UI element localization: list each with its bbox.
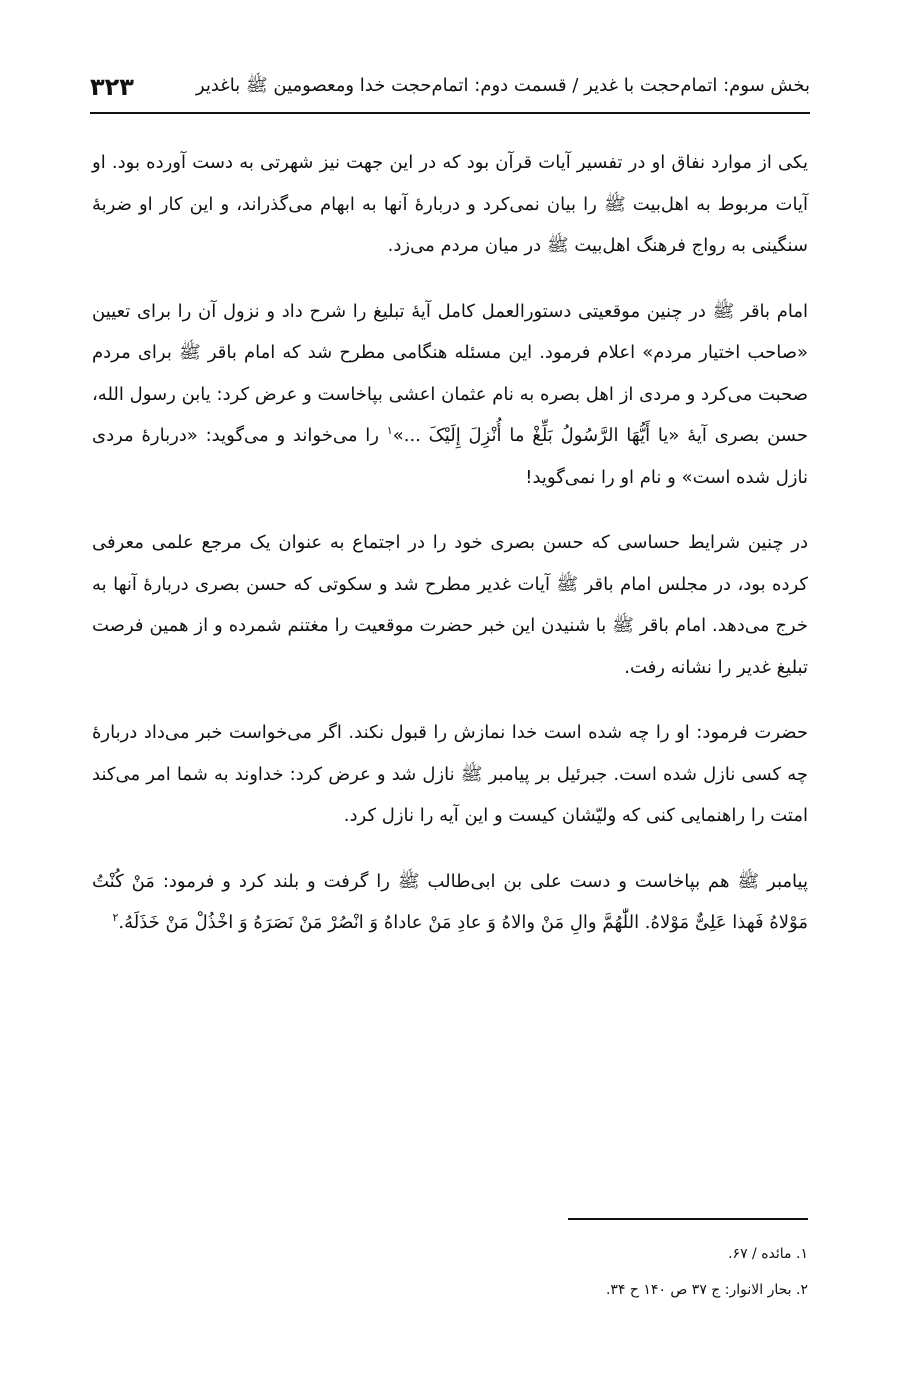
paragraph-4: حضرت فرمود: او را چه شده است خدا نمازش را قبول نکند. اگر می‌خواست خبر می‌داد دربارهٔ چه کسی نازل شده است. جبرئیل بر پیامبر ﷺ نازل شد و عرض کرد: خداوند به شما امر می‌کند امتت را راهنمایی کنی که ولیّشان کیست و این آیه را نازل کرد. bbox=[92, 722, 808, 826]
quote-close: » bbox=[392, 425, 404, 446]
paragraph-2-text-a: امام باقر ﷺ در چنین موقعیتی دستورالعمل کامل آیهٔ تبلیغ را شرح داد و نزول آن را برای تعیین «صاحب اختیار مردم» اعلام فرمود. این مسئله هنگامی مطرح شد که امام باقر ﷺ برای مردم صحبت می‌کرد و مردی از اهل بصره به نام عثمان اعشی بپاخاست و عرض کرد: یابن رسول الله، حسن بصری آیهٔ « bbox=[92, 300, 808, 446]
running-title: بخش سوم: اتمام‌حجت با غدیر / قسمت دوم: اتمام‌حجت خدا ومعصومین ﷺ باغدیر bbox=[195, 75, 810, 96]
footnote-2: ۲. بحار الانوار: ج ۳۷ ص ۱۴۰ ح ۳۴. bbox=[605, 1282, 808, 1298]
footnote-separator bbox=[568, 1218, 808, 1220]
paragraph-1: یکی از موارد نفاق او در تفسیر آیات قرآن بود که در این جهت نیز شهرتی به دست آورده بود. او آیات مربوط به اهل‌بیت ﷺ را بیان نمی‌کرد و دربارهٔ آنها به ابهام می‌گذراند، و این کار او ضربهٔ سنگینی به رواج فرهنگ اهل‌بیت ﷺ در میان مردم می‌زد. bbox=[92, 152, 808, 256]
footnote-1: ۱. مائده / ۶۷. bbox=[728, 1246, 808, 1262]
body-text bbox=[92, 142, 808, 944]
paragraph-5 bbox=[92, 861, 808, 944]
paragraph-5-text: پیامبر ﷺ هم بپاخاست و دست علی بن ابی‌طالب ﷺ را گرفت و بلند کرد و فرمود: bbox=[154, 870, 808, 892]
hadith-ghadir: مَنْ کُنْتُ مَوْلاهُ فَهذا عَلِیٌّ مَوْلاهُ. اللّٰهُمَّ والِ مَنْ والاهُ وَ عادِ مَنْ عاداهُ وَ انْصُرْ مَنْ نَصَرَهُ وَ اخْذُلْ مَنْ خَذَلَهُ. bbox=[92, 870, 808, 933]
footnote-ref-2[interactable]: ۲ bbox=[112, 911, 119, 924]
page-number: ۳۲۳ bbox=[90, 73, 134, 101]
paragraph-3: در چنین شرایط حساسی که حسن بصری خود را در اجتماع به عنوان یک مرجع علمی معرفی کرده بود، در مجلس امام باقر ﷺ آیات غدیر مطرح شد و سکوتی که حسن بصری دربارهٔ آنها به خرج می‌دهد. امام باقر ﷺ با شنیدن این خبر حضرت موقعیت را مغتنم شمرده و از همین فرصت تبلیغ غدیر را نشانه رفت. bbox=[92, 532, 808, 678]
footnote-ref-1[interactable]: ۱ bbox=[386, 424, 393, 437]
footnotes bbox=[92, 1236, 808, 1308]
paragraph-2-text-c: را می‌خواند و می‌گوید: «دربارهٔ مردی نازل شده است» و نام او را نمی‌گوید! bbox=[92, 425, 808, 488]
paragraph-2 bbox=[92, 291, 808, 499]
quran-verse: یا أَیُّهَا الرَّسُولُ بَلِّغْ ما أُنْزِلَ إِلَیْکَ ... bbox=[403, 425, 669, 446]
page-header bbox=[90, 62, 810, 114]
